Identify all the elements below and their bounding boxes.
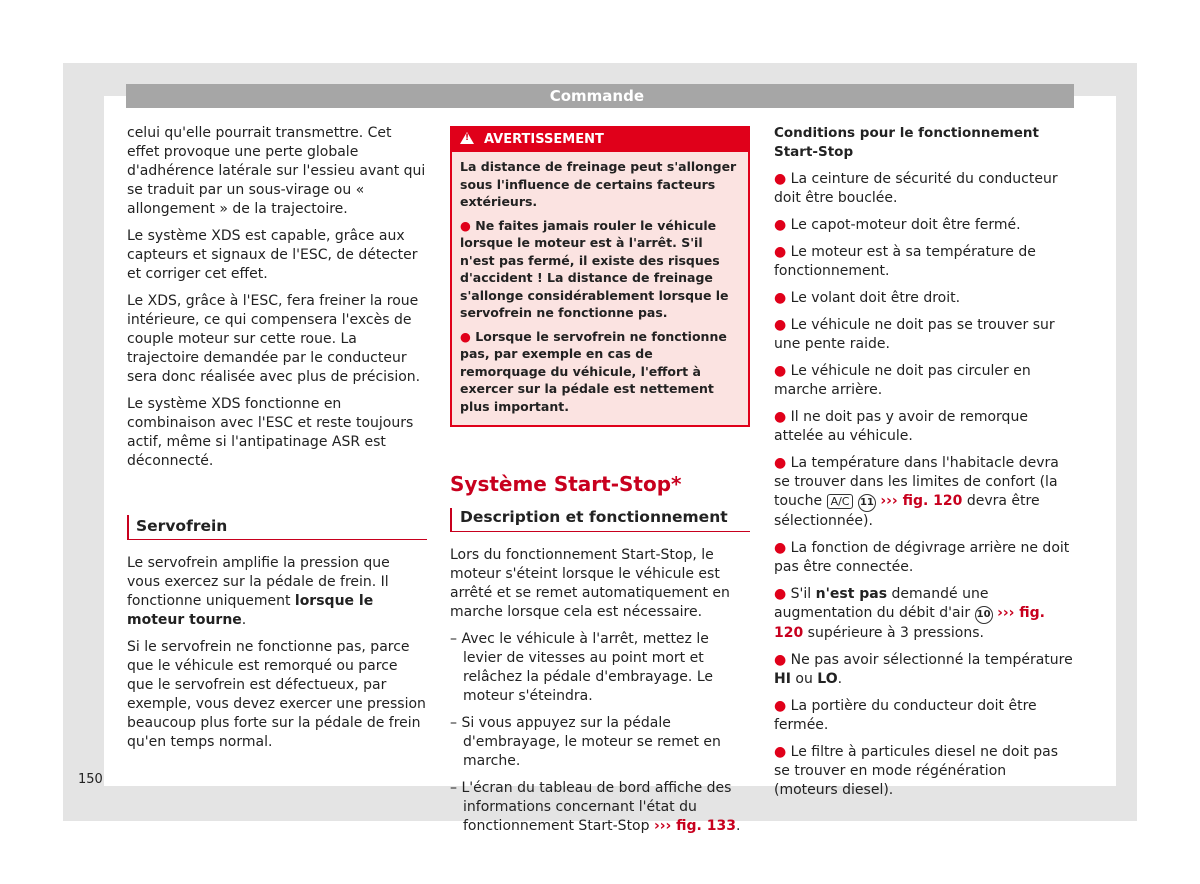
column-middle: [450, 124, 750, 844]
bold-text: HI: [774, 671, 791, 687]
paragraph: Si le servofrein ne fonctionne pas, parce que le véhicule est remorqué ou parce que le servofrein est défectueux, par exemple, vous devez exercer une pression beaucoup plus forte sur la pédale de frein qu'en temps normal.: [127, 639, 426, 750]
text: Il ne doit pas y avoir de remorque attelée au véhicule.: [774, 409, 1028, 444]
text: .: [735, 818, 741, 834]
bullet-icon: ●: [774, 540, 787, 556]
bullet-icon: ●: [774, 171, 787, 187]
paragraph: Le XDS, grâce à l'ESC, fera freiner la roue intérieure, ce qui compensera l'excès de couple moteur sur cette roue. La trajectoire demandée par le conducteur sera donc réalisée avec plus de précision.: [127, 293, 421, 385]
section-title: Système Start-Stop*: [450, 472, 682, 496]
text: La ceinture de sécurité du conducteur doit être bouclée.: [774, 171, 1058, 206]
text: .: [241, 612, 247, 628]
text: S'il: [790, 586, 816, 602]
bullet-icon: ●: [774, 290, 787, 306]
column-right: [774, 124, 1074, 808]
bullet-icon: ●: [774, 586, 787, 602]
bullet-icon: ●: [774, 244, 787, 260]
warning-body: [452, 152, 748, 425]
bullet-icon: ●: [774, 409, 787, 425]
condition-item: [774, 216, 1074, 235]
condition-item: [774, 170, 1074, 208]
bold-text: LO: [817, 671, 838, 687]
servofrein-heading: Servofrein: [127, 515, 427, 540]
text: supérieure à 3 pressions.: [803, 625, 984, 641]
text: ou: [790, 671, 818, 687]
bullet-icon: ●: [460, 328, 476, 344]
bullet-icon: ●: [774, 317, 787, 333]
condition-item: [774, 585, 1074, 643]
condition-item: [774, 743, 1074, 800]
bullet-icon: ●: [774, 652, 787, 668]
paragraph: celui qu'elle pourrait transmettre. Cet effet provoque une perte globale d'adhérence latérale sur l'essieu avant qui se traduit par un sous-virage ou « allongement » de la trajectoire.: [127, 125, 426, 217]
text: devra être sélectionnée).: [774, 493, 1040, 529]
paragraph: [127, 554, 427, 630]
text: demandé une augmentation du débit d'air: [774, 586, 989, 621]
condition-item: [774, 651, 1074, 689]
bold-text: lorsque le moteur tourne: [127, 593, 374, 628]
text: Le volant doit être droit.: [790, 290, 961, 306]
dash-item: [450, 779, 750, 836]
condition-item: [774, 362, 1074, 400]
chapter-header: Commande: [126, 84, 1074, 108]
condition-item: [774, 243, 1074, 281]
figure-link[interactable]: ››› fig. 120: [880, 493, 963, 509]
text: .: [837, 671, 843, 687]
figure-link[interactable]: ››› fig. 120: [774, 605, 1045, 641]
text: Le véhicule ne doit pas se trouver sur une pente raide.: [774, 317, 1055, 352]
warning-triangle-icon: [460, 132, 474, 144]
warning-item: [460, 217, 740, 322]
dash-item: – Si vous appuyez sur la pédale d'embrayage, le moteur se remet en marche.: [450, 715, 721, 769]
figure-link[interactable]: ››› fig. 133: [653, 818, 736, 834]
bullet-icon: ●: [460, 217, 476, 233]
column-left: [127, 124, 427, 760]
warning-item: [460, 328, 740, 416]
condition-item: [774, 408, 1074, 446]
callout-number-icon: 10: [975, 606, 993, 624]
paragraph: Le système XDS fonctionne en combinaison avec l'ESC et reste toujours actif, même si l'antipatinage ASR est déconnecté.: [127, 396, 414, 469]
text: Le moteur est à sa température de fonctionnement.: [774, 244, 1036, 279]
dash-item: – Avec le véhicule à l'arrêt, mettez le levier de vitesses au point mort et relâchez la pédale d'embrayage. Le moteur s'éteindra.: [450, 631, 713, 704]
warning-title: AVERTISSEMENT: [484, 132, 604, 147]
text: Le filtre à particules diesel ne doit pas se trouver en mode régénération (moteurs diesel).: [774, 744, 1059, 798]
bullet-icon: ●: [774, 455, 787, 471]
warning-box: [450, 126, 750, 427]
ac-key-icon: A/C: [827, 494, 854, 509]
conditions-title: Conditions pour le fonctionnement Start-Stop: [774, 125, 1039, 160]
condition-item: [774, 454, 1074, 531]
bullet-icon: ●: [774, 217, 787, 233]
text: Le servofrein amplifie la pression que vous exercez sur la pédale de frein. Il fonctionne uniquement: [127, 555, 390, 609]
text: La fonction de dégivrage arrière ne doit pas être connectée.: [774, 540, 1070, 575]
warning-intro: La distance de freinage peut s'allonger sous l'influence de certains facteurs extérieurs.: [460, 159, 737, 209]
bold-text: n'est pas: [815, 586, 888, 602]
warning-header: [452, 128, 748, 152]
condition-item: [774, 316, 1074, 354]
callout-number-icon: 11: [858, 494, 876, 512]
bullet-icon: ●: [774, 363, 787, 379]
paragraph: Lors du fonctionnement Start-Stop, le moteur s'éteint lorsque le véhicule est arrêté et se remet automatiquement en marche lorsque cela est nécessaire.: [450, 547, 730, 620]
bullet-icon: ●: [774, 744, 787, 760]
text: La température dans l'habitacle devra se trouver dans les limites de confort (la touche: [774, 455, 1059, 509]
text: Le capot-moteur doit être fermé.: [790, 217, 1021, 233]
condition-item: [774, 289, 1074, 308]
text: Lorsque le servofrein ne fonctionne pas, par exemple en cas de remorquage du véhicule, l'effort à exercer sur la pédale est nettement plus important.: [460, 328, 727, 414]
subheading: Description et fonctionnement: [450, 508, 750, 532]
text: Ne pas avoir sélectionné la température: [790, 652, 1073, 668]
text: Ne faites jamais rouler le véhicule lorsque le moteur est à l'arrêt. S'il n'est pas fermé, il existe des risques d'accident ! La distance de freinage s'allonge considérablement lorsque le servofrein ne fonctionne pas.: [460, 217, 729, 320]
text: – L'écran du tableau de bord affiche des informations concernant l'état du fonctionnement Start-Stop: [450, 780, 732, 834]
bullet-icon: ●: [774, 698, 787, 714]
paragraph: Le système XDS est capable, grâce aux capteurs et signaux de l'ESC, de détecter et corriger cet effet.: [127, 228, 418, 282]
condition-item: [774, 697, 1074, 735]
text: La portière du conducteur doit être fermée.: [774, 698, 1037, 733]
page-number: 150: [78, 772, 103, 787]
condition-item: [774, 539, 1074, 577]
text: Le véhicule ne doit pas circuler en marche arrière.: [774, 363, 1031, 398]
